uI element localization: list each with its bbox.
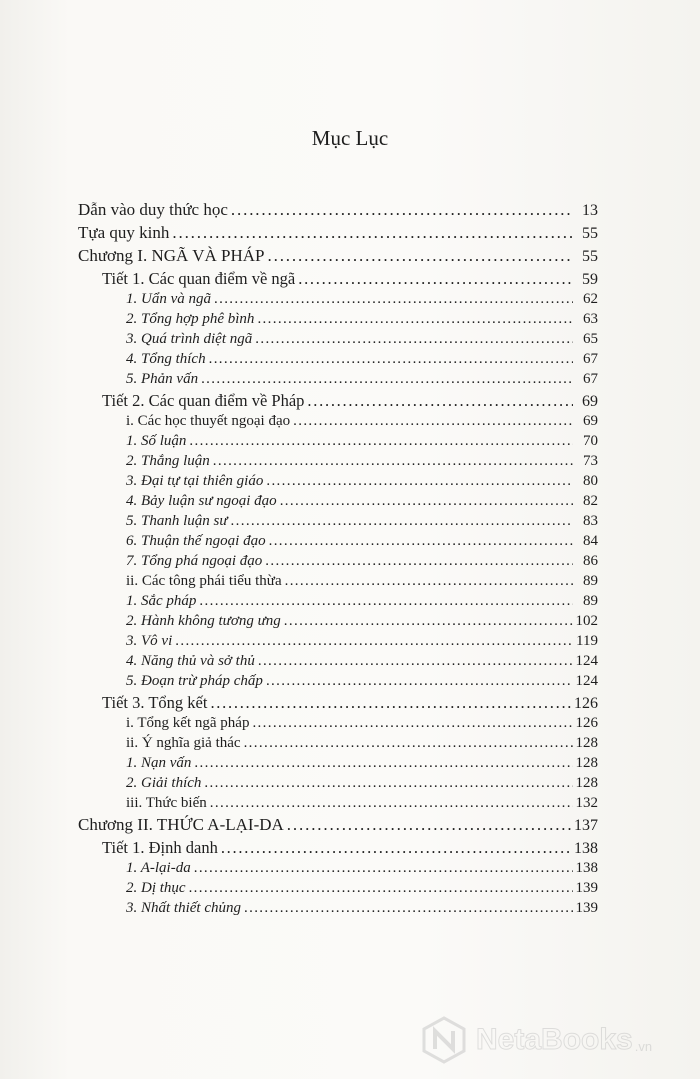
toc-entry-label: ii. Ý nghĩa giả thác [126,735,241,751]
toc-entry [78,735,598,755]
toc-entry-page-number: 63 [583,311,598,327]
toc-entry-page-number: 70 [583,433,598,449]
dot-leader [210,693,571,713]
toc-entry [78,351,598,371]
toc-entry-label: i. Các học thuyết ngoại đạo [126,413,291,429]
toc-entry-label: Tiết 1. Các quan điểm về ngã [102,269,296,288]
toc-entry-label: 1. Sắc pháp [126,593,197,609]
toc-entry-page-number: 67 [583,351,598,367]
toc-entry-label: 1. Số luận [126,433,187,449]
toc-entry [78,453,598,473]
toc-entry-label: 7. Tổng phá ngoại đạo [126,553,263,569]
toc-entry-page-number: 84 [583,533,598,549]
dot-leader [204,775,572,792]
toc-entry-page-number: 62 [583,291,598,307]
toc-entry-page-number: 65 [583,331,598,347]
toc-entry-page-number: 137 [574,817,598,834]
toc-entry-label: i. Tổng kết ngã pháp [126,715,250,731]
toc-entry-label: ii. Các tông phái tiểu thừa [126,573,282,589]
toc-entry-page-number: 132 [575,795,598,811]
toc-entry-label: 2. Hành không tương ưng [126,613,281,629]
dot-leader [257,311,573,328]
toc-entry [78,200,598,223]
dot-leader [266,473,573,490]
toc-entry-page-number: 139 [575,880,598,896]
toc-entry [78,880,598,900]
toc-entry-page-number: 126 [575,715,598,731]
toc-entry [78,223,598,246]
dot-leader [266,673,573,690]
toc-entry-page-number: 102 [575,613,598,629]
dot-leader [258,653,573,670]
dot-leader [213,453,573,470]
dot-leader [252,715,572,732]
toc-entry [78,633,598,653]
toc-entry [78,493,598,513]
dot-leader [285,573,573,590]
toc-entry-page-number: 80 [583,473,598,489]
toc-entry [78,331,598,351]
dot-leader [244,900,573,917]
toc-entry-page-number: 119 [576,633,598,649]
dot-leader [265,553,573,570]
watermark [420,1010,690,1070]
toc-entry-page-number: 128 [575,775,598,791]
toc-entry-page-number: 55 [582,248,598,265]
toc-entry-page-number: 124 [575,653,598,669]
toc-entry-label: Tiết 3. Tổng kết [102,693,208,712]
toc-entry [78,755,598,775]
toc-entry-label: Tựa quy kinh [78,223,170,242]
toc-entry [78,593,598,613]
dot-leader [201,371,573,388]
toc-entry [78,573,598,593]
toc-entry-label: 2. Thắng luận [126,453,210,469]
toc-entry-label: Tiết 2. Các quan điểm về Pháp [102,391,305,410]
dot-leader [307,391,573,411]
toc-entry-page-number: 128 [575,755,598,771]
dot-leader [210,795,573,812]
dot-leader [268,246,574,266]
toc-entry [78,413,598,433]
dot-leader [269,533,573,550]
toc-entry [78,715,598,735]
toc-entry [78,693,598,715]
toc-entry [78,860,598,880]
dot-leader [255,331,573,348]
toc-entry [78,900,598,920]
toc-entry [78,513,598,533]
toc-entry-page-number: 86 [583,553,598,569]
toc-entry [78,473,598,493]
toc-entry-label: 5. Đoạn trừ pháp chấp [126,673,263,689]
toc-entry [78,246,598,269]
toc-entry [78,838,598,860]
dot-leader [175,633,573,650]
dot-leader [194,755,572,772]
toc-entry-page-number: 138 [575,860,598,876]
dot-leader [293,413,573,430]
toc-entry [78,653,598,673]
toc-entry [78,553,598,573]
toc-entry-page-number: 139 [575,900,598,916]
toc-entry [78,673,598,693]
toc-entry-label: 1. Uẩn và ngã [126,291,211,307]
toc-entry-page-number: 138 [574,840,598,857]
toc-entry-label: Chương I. NGÃ VÀ PHÁP [78,246,265,265]
toc-entry-label: Dẫn vào duy thức học [78,200,228,219]
toc-entry [78,775,598,795]
toc-entry [78,815,598,838]
toc-entry-label: 1. A-lại-da [126,860,191,876]
toc-entry-page-number: 69 [582,393,598,410]
dot-leader [298,269,573,289]
dot-leader [214,291,573,308]
toc-entry [78,391,598,413]
toc-entry-page-number: 73 [583,453,598,469]
dot-leader [221,838,571,858]
dot-leader [209,351,573,368]
toc-entry-page-number: 126 [574,695,598,712]
toc-entry-page-number: 82 [583,493,598,509]
toc-entry [78,269,598,291]
dot-leader [231,513,573,530]
table-of-contents [78,200,598,920]
toc-entry-page-number: 124 [575,673,598,689]
toc-entry-page-number: 13 [582,202,598,219]
toc-entry-page-number: 55 [582,225,598,242]
toc-entry [78,795,598,815]
toc-entry-page-number: 67 [583,371,598,387]
toc-entry-label: 4. Bảy luận sư ngoại đạo [126,493,277,509]
toc-entry-page-number: 89 [583,593,598,609]
toc-entry [78,533,598,553]
toc-entry-label: 3. Quá trình diệt ngã [126,331,253,347]
watermark-brand: NetaBooks [476,1023,633,1056]
toc-entry-label: 1. Nạn vấn [126,755,192,771]
toc-entry [78,371,598,391]
toc-entry [78,291,598,311]
toc-entry-page-number: 59 [582,271,598,288]
toc-entry [78,433,598,453]
toc-entry-label: 2. Dị thục [126,880,186,896]
dot-leader [172,223,573,243]
toc-entry-label: 3. Đại tự tại thiên giáo [126,473,264,489]
dot-leader [244,735,573,752]
dot-leader [280,493,573,510]
page-title: Mục Lục [311,126,389,150]
toc-entry [78,311,598,331]
toc-entry-page-number: 83 [583,513,598,529]
dot-leader [287,815,571,835]
toc-entry [78,613,598,633]
toc-entry-label: 5. Phản vấn [126,371,199,387]
dot-leader [189,880,573,897]
toc-entry-label: Chương II. THỨC A-LẠI-DA [78,815,284,834]
toc-entry-label: iii. Thức biến [126,795,207,811]
netabooks-logo-icon [420,1016,468,1064]
toc-entry-label: 6. Thuận thế ngoại đạo [126,533,266,549]
dot-leader [189,433,573,450]
toc-entry-label: Tiết 1. Định danh [102,838,218,857]
dot-leader [231,200,573,220]
dot-leader [199,593,573,610]
toc-entry-label: 3. Vô vi [126,633,173,649]
toc-entry-page-number: 89 [583,573,598,589]
toc-entry-page-number: 69 [583,413,598,429]
toc-entry-label: 3. Nhất thiết chủng [126,900,241,916]
toc-entry-label: 4. Năng thủ và sở thủ [126,653,255,669]
watermark-suffix: .vn [634,1039,653,1054]
dot-leader [284,613,573,630]
toc-entry-label: 5. Thanh luận sư [126,513,228,529]
toc-entry-label: 2. Tổng hợp phê bình [126,311,255,327]
toc-entry-page-number: 128 [575,735,598,751]
toc-entry-label: 2. Giải thích [126,775,202,791]
dot-leader [194,860,573,877]
toc-entry-label: 4. Tổng thích [126,351,206,367]
